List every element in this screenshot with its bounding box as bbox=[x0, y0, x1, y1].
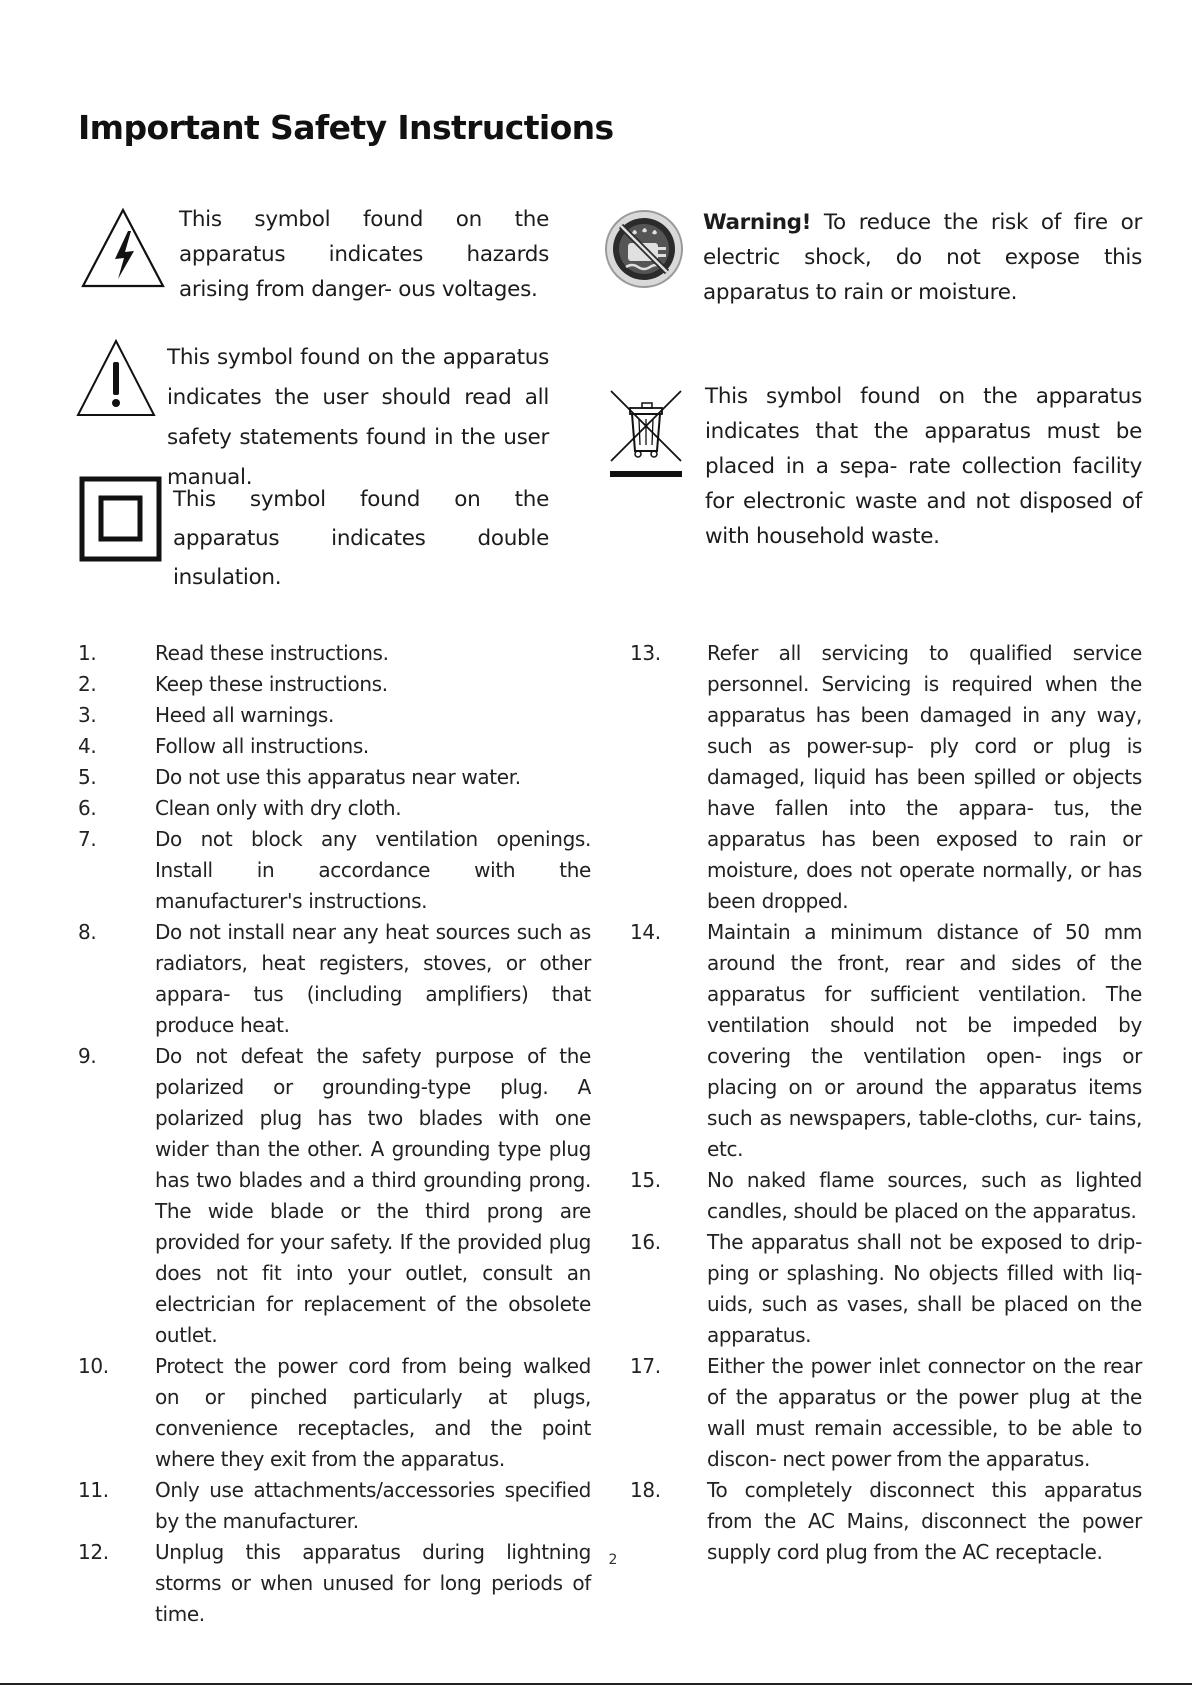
item-number: 3. bbox=[78, 703, 97, 727]
list-item bbox=[78, 638, 591, 669]
crossed-bin-icon bbox=[608, 388, 684, 480]
instructions-list-right bbox=[630, 638, 1142, 1568]
item-number: 12. bbox=[78, 1540, 109, 1564]
item-text: The apparatus shall not be exposed to drip- ping or splashing. No objects filled with liq- uids, such as vases, shall be placed on the apparatus. bbox=[707, 1230, 1142, 1347]
list-item bbox=[78, 824, 591, 917]
item-number: 16. bbox=[630, 1230, 661, 1254]
item-text: Heed all warnings. bbox=[155, 703, 334, 727]
list-item bbox=[630, 917, 1142, 1165]
item-number: 4. bbox=[78, 734, 97, 758]
item-text: Keep these instructions. bbox=[155, 672, 388, 696]
list-item bbox=[630, 638, 1142, 917]
list-item bbox=[630, 1351, 1142, 1475]
item-text: Read these instructions. bbox=[155, 641, 389, 665]
item-text: Protect the power cord from being walked on or pinched particularly at plugs, convenience receptacles, and the point where they exit from the apparatus. bbox=[155, 1354, 591, 1471]
item-number: 14. bbox=[630, 920, 661, 944]
item-number: 6. bbox=[78, 796, 97, 820]
item-number: 15. bbox=[630, 1168, 661, 1192]
item-number: 7. bbox=[78, 827, 97, 851]
page-title: Important Safety Instructions bbox=[78, 108, 614, 147]
warning-text: To reduce the risk of fire or electric shock, do not expose this apparatus to rain or moisture. bbox=[703, 210, 1142, 305]
item-text: To completely disconnect this apparatus from the AC Mains, disconnect the power supply cord plug from the AC receptacle. bbox=[707, 1478, 1142, 1564]
instructions-list-left bbox=[78, 638, 591, 1630]
item-text: No naked flame sources, such as lighted candles, should be placed on the apparatus. bbox=[707, 1168, 1142, 1223]
item-number: 8. bbox=[78, 920, 97, 944]
item-text: Either the power inlet connector on the rear of the apparatus or the power plug at the wall must remain accessible, to be able to discon- nect power from the apparatus. bbox=[707, 1354, 1142, 1471]
item-number: 9. bbox=[78, 1044, 97, 1068]
list-item bbox=[78, 1351, 591, 1475]
item-text: Follow all instructions. bbox=[155, 734, 369, 758]
warning-label: Warning! bbox=[703, 210, 812, 235]
item-text: Do not block any ventilation openings. Install in accordance with the manufacturer's instructions. bbox=[155, 827, 591, 913]
voltage-symbol-text: This symbol found on the apparatus indicates hazards arising from danger- ous voltages. bbox=[179, 207, 549, 302]
list-item bbox=[78, 793, 591, 824]
exclamation-warning-icon bbox=[75, 338, 157, 419]
item-text: Refer all servicing to qualified service personnel. Servicing is required when the apparatus has been damaged in any way, such as power-sup- ply cord or plug is damaged, liquid has been spilled or objects have fallen into the appara- tus, the apparatus has been exposed to rain or moisture, does not operate normally, or has been dropped. bbox=[707, 641, 1142, 913]
list-item bbox=[78, 700, 591, 731]
item-number: 18. bbox=[630, 1478, 661, 1502]
item-text: Do not install near any heat sources such as radiators, heat registers, stoves, or other appara- tus (including amplifiers) that produce heat. bbox=[155, 920, 591, 1037]
weee-symbol-text: This symbol found on the apparatus indicates that the apparatus must be placed in a sepa- rate collection facility for electronic waste and not disposed of with household waste. bbox=[705, 384, 1142, 549]
list-item bbox=[78, 731, 591, 762]
list-item bbox=[630, 1227, 1142, 1351]
item-text: Do not defeat the safety purpose of the polarized or grounding-type plug. A polarized plug has two blades with one wider than the other. A grounding type plug has two blades and a third grounding prong. The wide blade or the third prong are provided for your safety. If the provided plug does not fit into your outlet, consult an electrician for replacement of the obsolete outlet. bbox=[155, 1044, 591, 1347]
item-number: 5. bbox=[78, 765, 97, 789]
item-text: Maintain a minimum distance of 50 mm around the front, rear and sides of the apparatus for sufficient ventilation. The ventilation should not be impeded by covering the ventilation open- ings or placing on or around the apparatus items such as newspapers, table-cloths, cur- tains, etc. bbox=[707, 920, 1142, 1161]
item-text: Only use attachments/accessories specified by the manufacturer. bbox=[155, 1478, 591, 1533]
item-number: 10. bbox=[78, 1354, 109, 1378]
list-item bbox=[78, 669, 591, 700]
list-item bbox=[78, 1041, 591, 1351]
item-number: 1. bbox=[78, 641, 97, 665]
lightning-warning-icon bbox=[80, 207, 166, 289]
list-item bbox=[78, 762, 591, 793]
item-text: Do not use this apparatus near water. bbox=[155, 765, 521, 789]
double-insulation-text: This symbol found on the apparatus indicates double insulation. bbox=[173, 487, 549, 590]
item-number: 17. bbox=[630, 1354, 661, 1378]
page-number: 2 bbox=[608, 1552, 618, 1568]
list-item bbox=[78, 917, 591, 1041]
moisture-warning-text bbox=[703, 205, 1142, 310]
list-item bbox=[78, 1475, 591, 1537]
item-text: Clean only with dry cloth. bbox=[155, 796, 402, 820]
double-insulation-icon bbox=[79, 476, 162, 562]
item-text: Unplug this apparatus during lightning storms or when unused for long periods of time. bbox=[155, 1540, 591, 1626]
item-number: 13. bbox=[630, 641, 661, 665]
item-number: 2. bbox=[78, 672, 97, 696]
manual-symbol-text: This symbol found on the apparatus indicates the user should read all safety statements found in the user manual. bbox=[167, 345, 549, 490]
no-moisture-icon bbox=[604, 209, 684, 289]
list-item bbox=[630, 1165, 1142, 1227]
item-number: 11. bbox=[78, 1478, 109, 1502]
list-item bbox=[78, 1537, 591, 1630]
